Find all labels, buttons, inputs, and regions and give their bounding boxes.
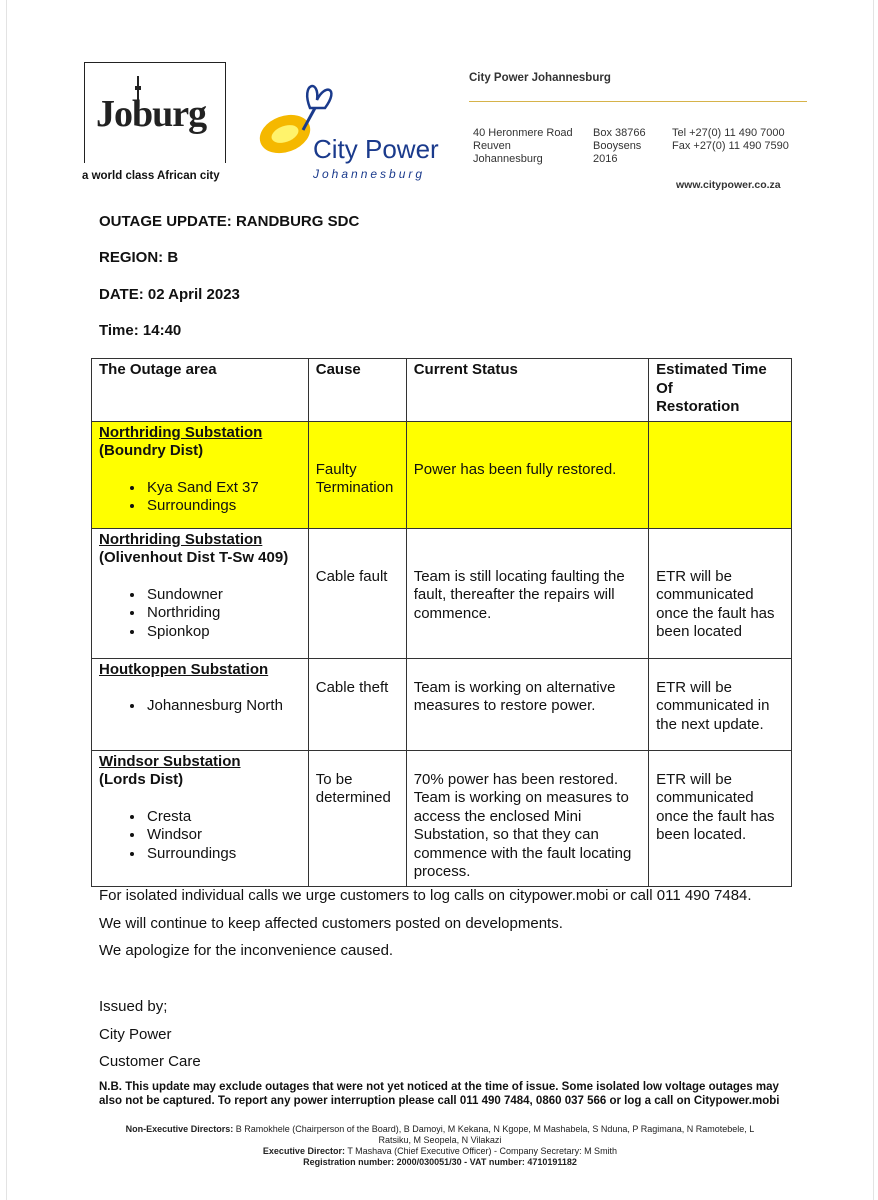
- box-line: 2016: [593, 153, 618, 165]
- address-line: 40 Heronmere Road: [473, 127, 573, 139]
- website-link[interactable]: www.citypower.co.za: [676, 179, 781, 191]
- citypower-logo-name: City Power: [313, 134, 439, 164]
- table-row: [92, 750, 792, 886]
- substation-name: Northriding Substation: [99, 530, 263, 548]
- box-line: Booysens: [593, 140, 642, 152]
- substation-name: Houtkoppen Substation: [99, 660, 269, 678]
- box-line: Box 38766: [593, 127, 646, 139]
- apology-note: We apologize for the inconvenience caused.: [99, 942, 394, 959]
- calls-note: For isolated individual calls we urge customers to log calls on citypower.mobi or call 011 490 7484.: [99, 887, 752, 904]
- registration-line: Registration number: 2000/030051/30 - VAT number: 4710191182: [303, 1157, 577, 1167]
- directors-block: [120, 1124, 760, 1168]
- status-cell: [406, 528, 648, 658]
- column-header-status: Current Status: [406, 359, 648, 422]
- substation-name: Windsor Substation: [99, 752, 241, 770]
- nb-disclaimer: N.B. This update may exclude outages that were not yet noticed at the time of issue. Some isolated low voltage outages may also not be captured. To report any power interruption please call 011 490 7484, 0860 037 566 or log a call on Citypower.mobi: [99, 1081, 780, 1107]
- column-header-cause: Cause: [308, 359, 406, 422]
- issuer-name: City Power: [99, 1026, 172, 1043]
- cause-cell: [308, 658, 406, 750]
- table-row: [92, 421, 792, 528]
- header-divider: [469, 101, 807, 102]
- cause-cell: [308, 528, 406, 658]
- status-cell: [406, 658, 648, 750]
- district-name: (Lords Dist): [99, 771, 184, 788]
- cause-cell: [308, 421, 406, 528]
- district-name: (Olivenhout Dist T-Sw 409): [99, 549, 289, 566]
- area-item: • Cresta: [145, 808, 301, 827]
- area-item: • Northriding: [145, 604, 301, 623]
- area-list: [99, 697, 301, 716]
- table-header-row: [92, 359, 792, 422]
- etr-cell: [649, 750, 792, 886]
- column-header-area: The Outage area: [92, 359, 309, 422]
- region-label: REGION: B: [99, 249, 179, 266]
- joburg-tagline: a world class African city: [82, 170, 220, 182]
- area-list: [99, 586, 301, 642]
- phone-block: [672, 127, 789, 153]
- status-cell: [406, 421, 648, 528]
- time-label: Time: 14:40: [99, 322, 182, 339]
- outage-area-cell: [92, 750, 309, 886]
- cause-text: To be determined: [315, 770, 391, 806]
- area-list: [99, 479, 301, 516]
- date-label: DATE: 02 April 2023: [99, 286, 240, 303]
- fax-line: Fax +27(0) 11 490 7590: [672, 140, 789, 152]
- directors-label: Non-Executive Directors:: [125, 1124, 234, 1134]
- address-line: Johannesburg: [473, 153, 543, 165]
- etr-cell: [649, 421, 792, 528]
- area-item: • Spionkop: [145, 623, 301, 642]
- document-title: OUTAGE UPDATE: RANDBURG SDC: [99, 213, 360, 230]
- etr-cell: [649, 528, 792, 658]
- status-text: Team is still locating faulting the fault, thereafter the repairs will commence.: [413, 567, 625, 622]
- area-item: • Sundowner: [145, 586, 301, 605]
- status-text: Power has been fully restored.: [413, 460, 617, 478]
- address-block: [473, 127, 573, 166]
- status-text: 70% power has been restored. Team is working on measures to access the enclosed Mini Substation, so that they can commence with the fault locating process.: [413, 770, 632, 880]
- executive-text: T Mashava (Chief Executive Officer) - Company Secretary: M Smith: [347, 1146, 618, 1156]
- area-item: • Surroundings: [145, 497, 301, 516]
- outage-area-cell: [92, 658, 309, 750]
- table-row: [92, 658, 792, 750]
- department-name: Customer Care: [99, 1053, 201, 1070]
- column-header-etr: Estimated Time Of Restoration: [649, 359, 792, 422]
- area-item: • Windsor: [145, 826, 301, 845]
- outage-area-cell: [92, 528, 309, 658]
- keep-posted-note: We will continue to keep affected customers posted on developments.: [99, 915, 563, 932]
- status-text: Team is working on alternative measures to restore power.: [413, 678, 616, 714]
- outage-table: [91, 358, 792, 887]
- cause-cell: [308, 750, 406, 886]
- citypower-logo-sub: Johannesburg: [313, 167, 426, 181]
- etr-text: ETR will be communicated in the next update.: [656, 678, 770, 733]
- table-row: [92, 528, 792, 658]
- company-name: City Power Johannesburg: [469, 72, 611, 84]
- joburg-logo: Joburg: [96, 93, 207, 135]
- issued-by-label: Issued by;: [99, 998, 168, 1015]
- address-line: Reuven: [473, 140, 511, 152]
- box-block: [593, 127, 646, 166]
- cause-text: Faulty Termination: [315, 460, 394, 496]
- etr-text: ETR will be communicated once the fault has been located: [656, 567, 775, 640]
- area-item: • Kya Sand Ext 37: [145, 479, 301, 498]
- outage-area-cell: [92, 421, 309, 528]
- directors-list: B Ramokhele (Chairperson of the Board), B Damoyi, M Kekana, N Kgope, M Mashabela, S Nduna, P Ragimana, N Ramotebele, L Ratsiku, M Seopela, N Vilakazi: [235, 1124, 755, 1145]
- executive-label: Executive Director:: [262, 1146, 345, 1156]
- cause-text: Cable theft: [315, 678, 389, 696]
- area-item: • Johannesburg North: [145, 697, 301, 716]
- area-item: • Surroundings: [145, 845, 301, 864]
- phone-line: Tel +27(0) 11 490 7000: [672, 127, 785, 139]
- area-list: [99, 808, 301, 864]
- district-name: (Boundry Dist): [99, 442, 204, 459]
- etr-cell: [649, 658, 792, 750]
- cause-text: Cable fault: [315, 567, 388, 585]
- substation-name: Northriding Substation: [99, 423, 263, 441]
- status-cell: [406, 750, 648, 886]
- etr-text: ETR will be communicated once the fault has been located.: [656, 770, 775, 843]
